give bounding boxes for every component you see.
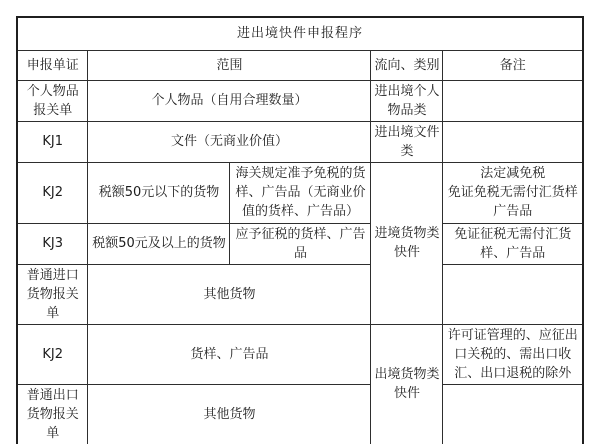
table-title-row [17,17,583,50]
cell-flow-outbound-goods: 出境货物类快件 [371,324,443,444]
remark-line: 法定减免税 [480,166,546,181]
cell-doc-kj3: KJ3 [17,223,88,264]
cell-doc-kj2-import: KJ2 [17,162,88,223]
cell-scope-kj3-a: 税额50元及以上的货物 [88,223,230,264]
row-personal-items [17,80,583,121]
row-kj1 [17,121,583,162]
row-general-import [17,264,583,324]
cell-doc-kj2-export: KJ2 [17,324,88,384]
cell-doc-kj1: KJ1 [17,121,88,162]
row-kj2-export [17,324,583,384]
header-scope: 范围 [88,50,371,80]
cell-doc-general-export: 普通出口货物报关单 [17,384,88,444]
document-page [0,16,600,444]
header-remarks: 备注 [443,50,583,80]
declaration-procedure-table [16,16,584,444]
cell-scope-general-export: 其他货物 [88,384,371,444]
cell-flow-personal-items: 进出境个人物品类 [371,80,443,121]
cell-flow-inbound-goods: 进境货物类快件 [371,162,443,324]
table-title: 进出境快件申报程序 [17,17,583,50]
cell-doc-general-import: 普通进口货物报关单 [17,264,88,324]
row-kj2-import [17,162,583,223]
cell-scope-general-import: 其他货物 [88,264,371,324]
cell-remark-kj1 [443,121,583,162]
header-flow-category: 流向、类别 [371,50,443,80]
remark-line: 广告品 [493,204,533,219]
remark-line: 免证免税无需付汇货样 [447,185,578,200]
cell-remark-general-export [443,384,583,444]
cell-doc-personal-items: 个人物品报关单 [17,80,88,121]
cell-scope-kj2-import-b: 海关规定准予免税的货样、广告品（无商业价值的货样、广告品） [230,162,371,223]
cell-remark-kj2-import [443,162,583,223]
cell-scope-kj2-export: 货样、广告品 [88,324,371,384]
cell-scope-personal-items: 个人物品（自用合理数量） [88,80,371,121]
row-general-export [17,384,583,444]
cell-scope-kj2-import-a: 税额50元以下的货物 [88,162,230,223]
cell-flow-kj1: 进出境文件类 [371,121,443,162]
cell-scope-kj1: 文件（无商业价值） [88,121,371,162]
cell-remark-general-import [443,264,583,324]
cell-remark-kj3: 免证征税无需付汇货样、广告品 [443,223,583,264]
header-declaration-doc: 申报单证 [17,50,88,80]
cell-remark-kj2-export: 许可证管理的、应征出口关税的、需出口收汇、出口退税的除外 [443,324,583,384]
cell-scope-kj3-b: 应予征税的货样、广告品 [230,223,371,264]
row-kj3 [17,223,583,264]
cell-remark-personal-items [443,80,583,121]
table-header-row [17,50,583,80]
